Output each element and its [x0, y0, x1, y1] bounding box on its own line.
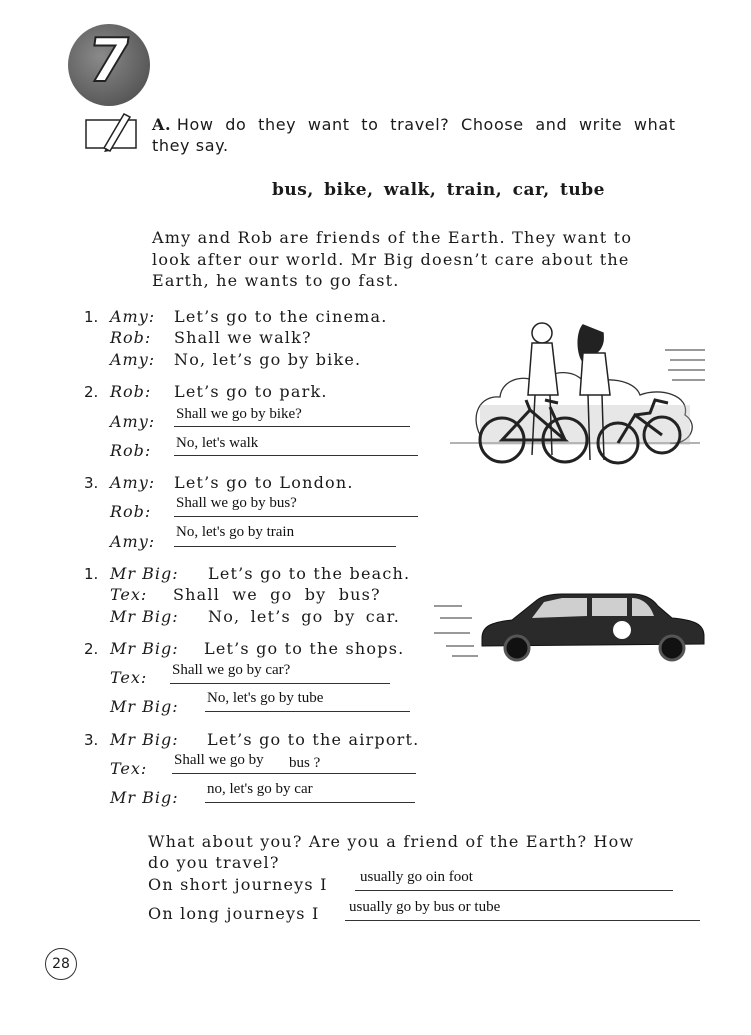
- answer-line: [345, 920, 700, 921]
- speaker: Amy:: [110, 532, 156, 551]
- answer-choice[interactable]: bus ?: [289, 755, 321, 771]
- answer-text[interactable]: Shall we go by car?: [172, 662, 291, 678]
- long-journeys-answer[interactable]: usually go by bus or tube: [349, 899, 501, 915]
- speaker: Mr Big:: [110, 697, 179, 716]
- speaker: Amy:: [110, 412, 156, 431]
- intro-line-1: Amy and Rob are friends of the Earth. They want to: [152, 228, 633, 247]
- answer-text[interactable]: no, let's go by car: [207, 781, 313, 797]
- speaker: Rob:: [110, 441, 152, 460]
- answer-line: [205, 711, 410, 712]
- speaker: Tex:: [110, 759, 148, 778]
- dialogue-line: Shall we go by bus?: [173, 585, 381, 604]
- intro-line-2: look after our world. Mr Big doesn’t care about the: [152, 250, 630, 269]
- unit-number: 7: [83, 26, 135, 96]
- speaker: Mr Big:: [110, 564, 179, 583]
- instruction-line-2: they say.: [152, 136, 229, 155]
- speaker: Mr Big:: [110, 788, 179, 807]
- answer-line: [174, 546, 396, 547]
- dialogue-line: Let’s go to London.: [174, 473, 354, 492]
- speaker: Tex:: [110, 668, 148, 687]
- speaker: Mr Big:: [110, 639, 179, 658]
- write-pencil-icon: [84, 112, 142, 156]
- answer-text[interactable]: No, let's go by train: [176, 524, 295, 540]
- item-number: 3.: [84, 474, 99, 492]
- speaker: Amy:: [110, 350, 156, 369]
- answer-text[interactable]: Shall we go by bike?: [176, 406, 302, 422]
- speaker: Mr Big:: [110, 607, 179, 626]
- answer-text[interactable]: No, let's walk: [176, 435, 259, 451]
- car-illustration: [432, 588, 712, 667]
- you-question-line-1: What about you? Are you a friend of the Earth? How: [148, 832, 635, 851]
- speaker: Rob:: [110, 382, 152, 401]
- answer-text[interactable]: Shall we go by: [174, 752, 264, 768]
- answer-line: [172, 773, 416, 774]
- dialogue-line: Let’s go to the beach.: [208, 564, 411, 583]
- page-number: 28: [45, 948, 77, 980]
- answer-text[interactable]: Shall we go by bus?: [176, 495, 297, 511]
- dialogue-line: Let’s go to the cinema.: [174, 307, 388, 326]
- answer-line: [174, 426, 410, 427]
- speaker: Rob:: [110, 502, 152, 521]
- exercise-instruction: [152, 115, 676, 134]
- speaker: Tex:: [110, 585, 148, 604]
- speaker: Mr Big:: [110, 730, 179, 749]
- dialogue-line: Let’s go to park.: [174, 382, 328, 401]
- dialogue-line: No, let’s go by car.: [208, 607, 401, 626]
- dialogue-line: Let’s go to the airport.: [207, 730, 420, 749]
- item-number: 2.: [84, 383, 99, 401]
- dialogue-line: Shall we walk?: [174, 328, 312, 347]
- answer-line: [174, 516, 418, 517]
- answer-line: [174, 455, 418, 456]
- unit-badge: [68, 24, 150, 106]
- speaker: Rob:: [110, 328, 152, 347]
- answer-line: [170, 683, 390, 684]
- instruction-line-1: How do they want to travel? Choose and write what: [176, 115, 676, 134]
- short-journeys-label: On short journeys I: [148, 875, 328, 894]
- item-number: 3.: [84, 731, 99, 749]
- dialogue-line: Let’s go to the shops.: [204, 639, 405, 658]
- exercise-letter: A.: [152, 115, 172, 134]
- item-number: 1.: [84, 308, 99, 326]
- item-number: 1.: [84, 565, 99, 583]
- speaker: Amy:: [110, 307, 156, 326]
- item-number: 2.: [84, 640, 99, 658]
- word-box: bus, bike, walk, train, car, tube: [272, 180, 605, 200]
- answer-line: [355, 890, 673, 891]
- long-journeys-label: On long journeys I: [148, 904, 320, 923]
- answer-line: [205, 802, 415, 803]
- you-question-line-2: do you travel?: [148, 853, 280, 872]
- speaker: Amy:: [110, 473, 156, 492]
- dialogue-line: No, let’s go by bike.: [174, 350, 362, 369]
- answer-text[interactable]: No, let's go by tube: [207, 690, 324, 706]
- bikes-illustration: [440, 315, 710, 479]
- intro-line-3: Earth, he wants to go fast.: [152, 271, 400, 290]
- short-journeys-answer[interactable]: usually go oin foot: [360, 869, 473, 885]
